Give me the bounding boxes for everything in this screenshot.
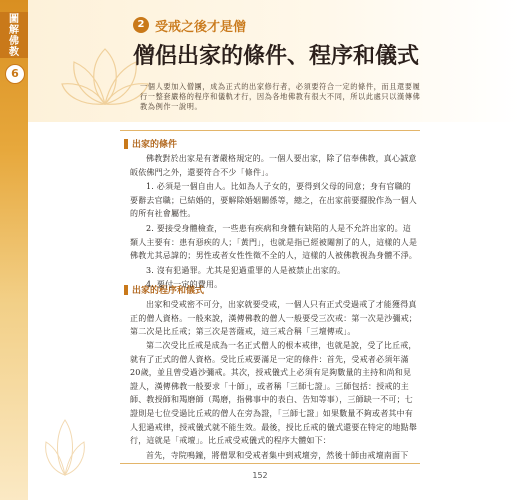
- heading-bar-icon: [124, 285, 128, 295]
- paragraph: 3. 沒有犯過罪。尤其是犯過重罪的人是被禁止出家的。: [146, 266, 346, 275]
- paragraph: 佛教對於出家是有著嚴格規定的。一個人要出家，除了信奉佛教，真心誠意皈依佛門之外，還要符合不少「條件」。: [130, 154, 417, 177]
- book-series-title: 圖解佛教: [9, 14, 19, 58]
- paragraph: 4. 要付一定的費用。: [146, 280, 223, 289]
- section-heading-text: 出家的條件: [132, 140, 178, 150]
- intro-text: 一個人要加入僧團，成為正式的出家修行者，必須要符合一定的條件，而且還要履行一整套嚴格的程序和儀軌才行，因為各地佛教有很大不同，所以此處只以漢傳佛教為例作一說明。: [140, 82, 421, 112]
- page-number: 152: [252, 471, 268, 480]
- paragraph: 首先，寺院鳴鐘，將僧眾和受戒者集中到戒壇旁，然後十師由戒壇南面下: [146, 451, 409, 460]
- page-title: 僧侶出家的條件、程序和儀式: [133, 44, 420, 69]
- heading-bar-icon: [124, 139, 128, 149]
- paragraph: 第二次受比丘戒是成為一名正式僧人的根本戒律，也就是說，受了比丘戒，就有了正式的僧人資格。受比丘戒要滿足一定的條件：首先，受戒者必須年滿20歲，並且曾受過沙彌戒。其次，授戒儀式上必須有足夠數量的主持和尚和見證人，漢傳佛教一般要求「十師」，或者稱「三師七證」。三師包括：授戒的主師、教授師和羯磨師（羯磨，指佛事中的表白、告知等事），三師缺一不可；七證則是七位受過比丘戒的僧人在旁為證，「三師七證」如果數量不夠或者其中有人犯過戒律，授戒儀式就不能生效。最後，授比丘戒的儀式還要在特定的地點舉行，這就是「戒壇」。比丘戒受戒儀式的程序大體如下：: [130, 341, 417, 446]
- paragraph: 出家和受戒密不可分，出家就要受戒，一個人只有正式受過戒了才能獲得真正的僧人資格。一般來說，漢傳佛教的僧人一般要受三次戒：第一次是沙彌戒；第二次是比丘戒；第三次是菩薩戒，這三戒合稱「三壇傳戒」。: [130, 300, 417, 337]
- content-card: [120, 130, 420, 464]
- section-heading-conditions: [124, 137, 177, 150]
- paragraph: 2. 要接受身體檢查，一些患有疾病和身體有缺陷的人是不允許出家的。這類人主要有：患有惡疾的人；「黃門」，也就是指已經被閹割了的人，這樣的人是佛教尤其忌諱的；男性或者女性性徵不全的人，這樣的人被佛教視為身體不淨。: [130, 224, 418, 261]
- section-heading-text: 出家的程序和儀式: [132, 286, 205, 296]
- section-subtitle: 受戒之後才是僧: [155, 20, 247, 35]
- lotus-ornament-icon: [40, 400, 90, 480]
- section-number-badge: 2: [133, 17, 149, 33]
- paragraph: 1. 必須是一個自由人。比如為人子女的，要得到父母的同意；身有官職的要辭去官職；已結婚的，要解除婚姻關係等，總之，在出家前要擺脫作為一個人的所有社會屬性。: [130, 182, 417, 219]
- chapter-badge: 6: [5, 64, 25, 84]
